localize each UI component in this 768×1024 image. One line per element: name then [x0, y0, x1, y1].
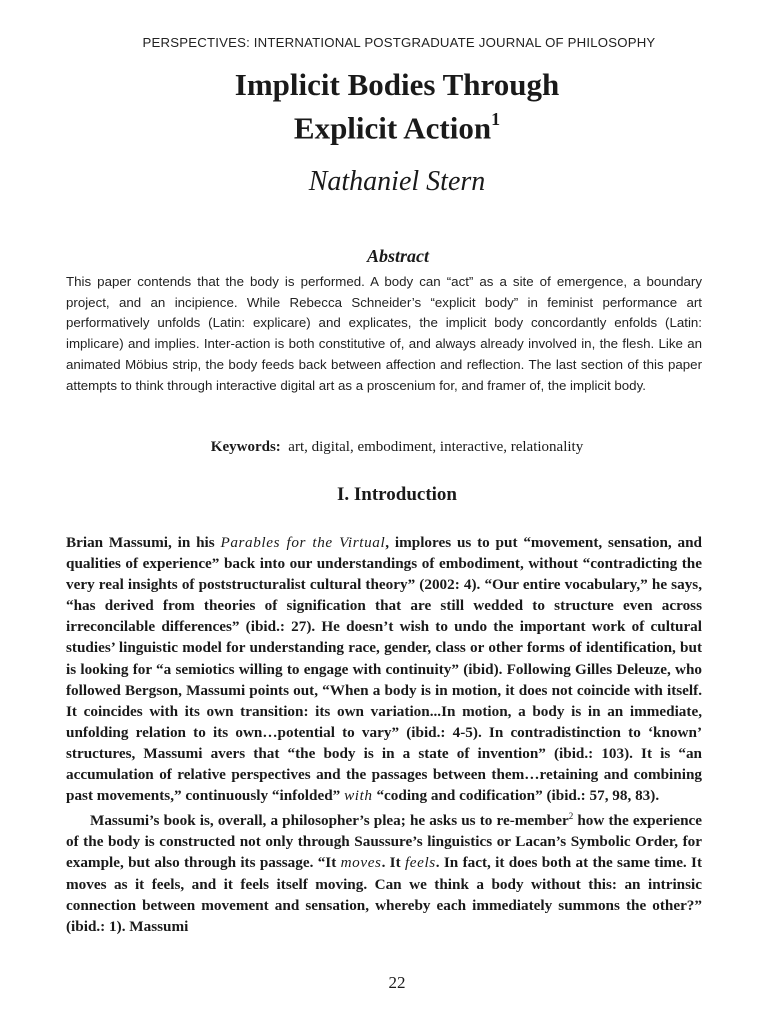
paragraph-2-part-d: . In fact, it does both at the same time. It moves as it feels, and it feels itself moving. Can we think a body without this: an intrinsic connection between movement and sensation, whereby each immediately summons the other?” (ibid.: 1). Massumi [66, 854, 703, 935]
paragraph-2 [66, 806, 702, 937]
keywords-line [0, 439, 768, 456]
paragraph-1-part-b: , implores us to put “movement, sensation, and qualities of experience” back into our understandings of embodiment, without “contradicting the very real insights of poststructuralist cultural theory” (2002: 4). “Our entire vocabulary,” he says, “has derived from theories of signification that are still wedded to structure even across irreconcilable differences” (ibid.: 27). He doesn’t wish to undo the important work of cultural studies’ linguistic model for understanding race, gender, class or other forms of identification, but is looking for “a semiotics willing to engage with continuity” (ibid). Following Gilles Deleuze, who followed Bergson, Massumi points out, “When a body is in motion, it does not coincide with itself. It coincides with its own transition: its own variation...In motion, a body is in an immediate, unfolding relation to its own…potential to vary” (ibid.: 4-5). In contradistinction to ‘known’ structures, Massumi avers that “the body is in a state of invention” (ibid.: 103). It is “an accumulation of relative perspectives and the passages between them…retaining and combining past movements,” continuously “infolded” [66, 534, 702, 805]
running-head: PERSPECTIVES: INTERNATIONAL POSTGRADUATE JOURNAL OF PHILOSOPHY [142, 35, 656, 50]
body-text [66, 532, 702, 937]
section-heading-introduction: I. Introduction [336, 484, 457, 505]
page-number: 22 [388, 973, 406, 992]
paragraph-2-part-c: . It [381, 854, 405, 872]
paragraph-2-part-b: how the experience of the body is constructed not only through Saussure’s linguistics or Lacan’s Symbolic Order, for example, but also through its passage. “It [66, 812, 702, 872]
article-title [0, 67, 768, 146]
paragraph-2-part-a: Massumi’s book is, overall, a philosopher’s plea; he asks us to re-member [90, 812, 569, 830]
title-footnote-marker[interactable]: 1 [491, 109, 501, 129]
paragraph-1 [66, 532, 702, 806]
keywords-label: Keywords: [210, 439, 281, 455]
abstract-text: This paper contends that the body is performed. A body can “act” as a site of emergence, a boundary project, and an incipience. While Rebecca Schneider’s “explicit body” in feminist performance art performatively unfolds (Latin: explicare) and explicates, the implicit body concordantly enfolds (Latin: implicare) and implies. Inter-action is both constitutive of, and always already involved in, the flesh. Like an animated Möbius strip, the body feeds back between affection and reflection. The last section of this paper attempts to think through interactive digital art as a proscenium for, and framer of, the implicit body. [66, 274, 702, 393]
footnote-marker-2[interactable]: 2 [568, 811, 574, 822]
emphasis-with: with [344, 787, 373, 805]
emphasis-moves: moves [340, 854, 382, 872]
title-line-1: Implicit Bodies Through [234, 67, 560, 102]
emphasis-feels: feels [404, 854, 436, 872]
paragraph-1-part-c: “coding and codification” (ibid.: 57, 98, 83). [372, 787, 660, 805]
author-name: Nathaniel Stern [308, 166, 486, 197]
title-line-2: Explicit Action [293, 110, 492, 146]
book-title-parables: Parables for the Virtual [220, 534, 386, 551]
paragraph-1-part-a: Brian Massumi, in his [66, 534, 221, 551]
keywords-value: art, digital, embodiment, interactive, relationality [288, 439, 584, 455]
abstract-heading: Abstract [366, 246, 429, 266]
